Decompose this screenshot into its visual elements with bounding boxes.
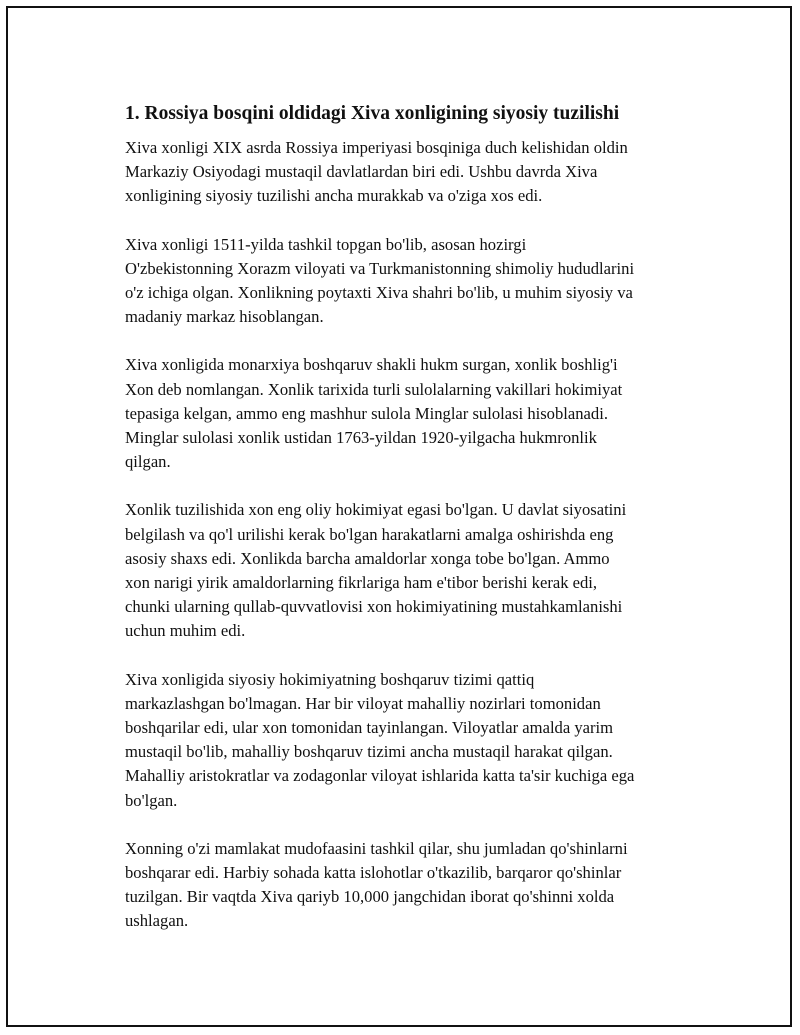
paragraph-line: madaniy markaz hisoblangan. <box>125 307 324 327</box>
paragraph-line: xon narigi yirik amaldorlarning fikrlariga ham e'tibor berishi kerak edi, <box>125 573 598 593</box>
paragraph-line: bo'lgan. <box>125 790 178 810</box>
paragraph-line: mustaqil bo'lib, mahalliy boshqaruv tizimi ancha mustaqil harakat qilgan. <box>125 742 613 762</box>
paragraph-line: Xonlik tuzilishida xon eng oliy hokimiyat egasi bo'lgan. U davlat siyosatini <box>125 500 627 520</box>
section-heading: 1. Rossiya bosqini oldidagi Xiva xonligining siyosiy tuzilishi <box>125 103 620 124</box>
paragraph-line: O'zbekistonning Xorazm viloyati va Turkmanistonning shimoliy hududlarini <box>125 258 635 278</box>
paragraph-line: tuzilgan. Bir vaqtda Xiva qariyb 10,000 jangchidan iborat qo'shinni xolda <box>125 887 615 907</box>
paragraph-3 <box>125 353 711 474</box>
paragraph-line: Mahalliy aristokratlar va zodagonlar viloyat ishlarida katta ta'sir kuchiga ega <box>125 766 635 786</box>
paragraph-6 <box>125 837 711 934</box>
paragraph-line: o'z ichiga olgan. Xonlikning poytaxti Xiva shahri bo'lib, u muhim siyosiy va <box>125 283 633 303</box>
paragraph-line: Xonning o'zi mamlakat mudofaasini tashkil qilar, shu jumladan qo'shinlarni <box>125 838 628 858</box>
paragraph-1 <box>125 136 711 209</box>
paragraph-line: Xon deb nomlangan. Xonlik tarixida turli sulolalarning vakillari hokimiyat <box>125 379 623 399</box>
paragraph-line: asosiy shaxs edi. Xonlikda barcha amaldorlar xonga tobe bo'lgan. Ammo <box>125 548 610 568</box>
paragraph-line: boshqarilar edi, ular xon tomonidan tayinlangan. Viloyatlar amalda yarim <box>125 718 614 738</box>
paragraph-line: tepasiga kelgan, ammo eng mashhur sulola Minglar sulolasi hisoblanadi. <box>125 403 608 423</box>
paragraph-line: ushlagan. <box>125 911 189 931</box>
document-body <box>125 101 711 958</box>
paragraph-list <box>125 136 711 934</box>
paragraph-line: markazlashgan bo'lmagan. Har bir viloyat mahalliy nozirlari tomonidan <box>125 693 601 713</box>
paragraph-line: chunki ularning qullab-quvvatlovisi xon hokimiyatining mustahkamlanishi <box>125 597 623 617</box>
paragraph-2 <box>125 233 711 330</box>
paragraph-line: uchun muhim edi. <box>125 621 246 641</box>
paragraph-line: Xiva xonligida siyosiy hokimiyatning boshqaruv tizimi qattiq <box>125 669 535 689</box>
paragraph-line: belgilash va qo'l urilishi kerak bo'lgan harakatlarni amalga oshirishda eng <box>125 524 614 544</box>
paragraph-5 <box>125 668 711 813</box>
paragraph-line: Minglar sulolasi xonlik ustidan 1763-yildan 1920-yilgacha hukmronlik <box>125 428 597 448</box>
paragraph-line: boshqarar edi. Harbiy sohada katta islohotlar o'tkazilib, barqaror qo'shinlar <box>125 863 622 883</box>
paragraph-line: xonligining siyosiy tuzilishi ancha murakkab va o'ziga xos edi. <box>125 186 543 206</box>
paragraph-line: Xiva xonligida monarxiya boshqaruv shakli hukm surgan, xonlik boshlig'i <box>125 355 618 375</box>
paragraph-4 <box>125 498 711 643</box>
page-frame <box>6 6 792 1027</box>
paragraph-line: qilgan. <box>125 452 171 472</box>
paragraph-line: Xiva xonligi XIX asrda Rossiya imperiyasi bosqiniga duch kelishidan oldin <box>125 138 628 157</box>
paragraph-line: Markaziy Osiyodagi mustaqil davlatlardan biri edi. Ushbu davrda Xiva <box>125 162 598 182</box>
paragraph-line: Xiva xonligi 1511-yilda tashkil topgan bo'lib, asosan hozirgi <box>125 234 527 254</box>
